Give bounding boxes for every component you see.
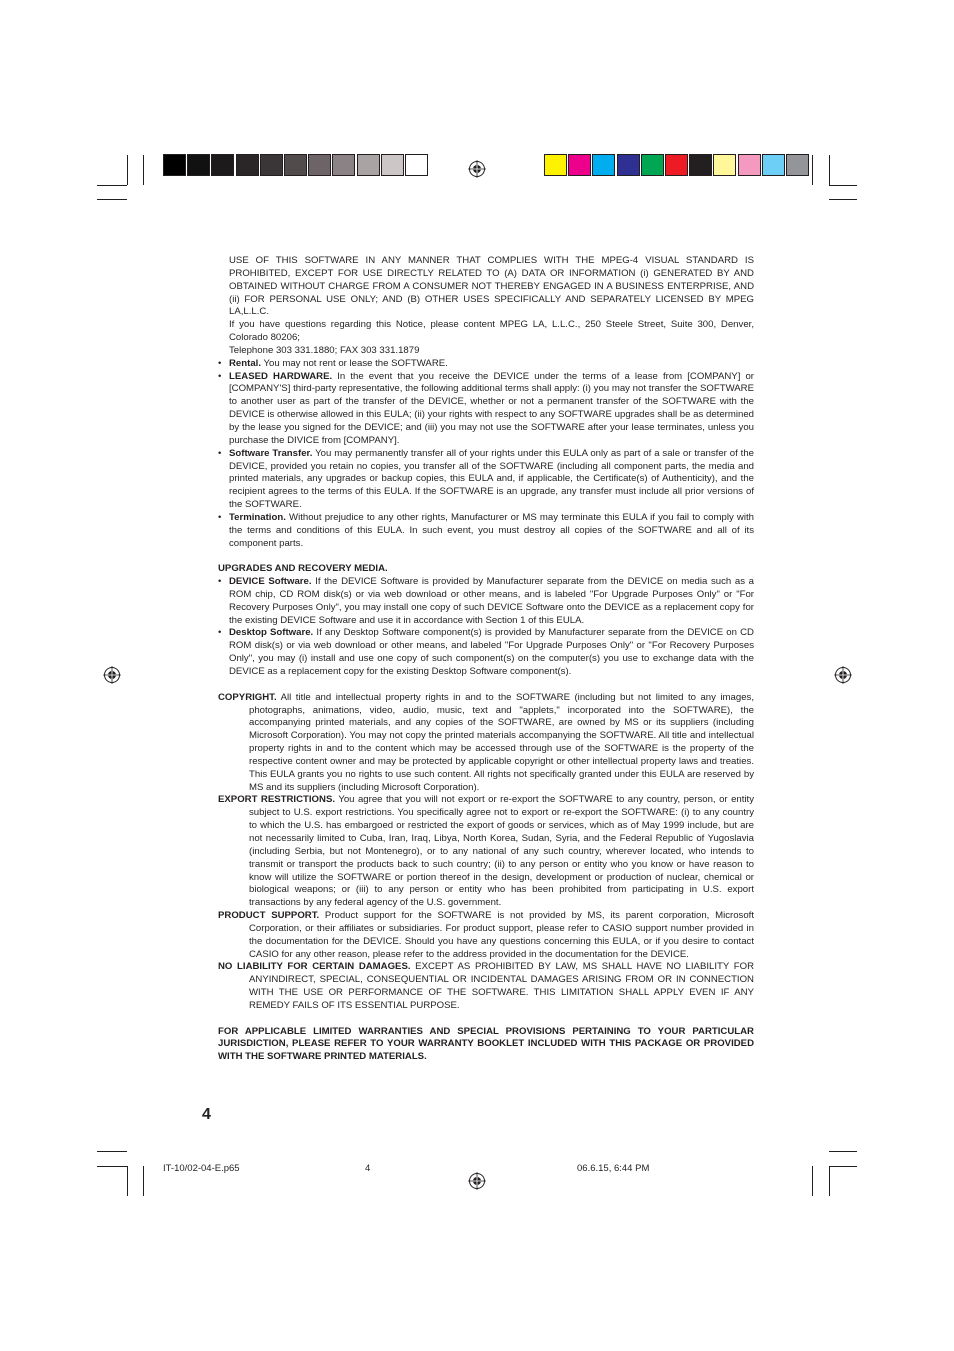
footer-page: 4 bbox=[365, 1163, 371, 1174]
termination-clause bbox=[218, 512, 754, 551]
gray-swatch bbox=[405, 154, 428, 176]
gray-swatch bbox=[187, 154, 210, 176]
gray-swatch bbox=[284, 154, 307, 176]
color-swatch bbox=[665, 154, 688, 176]
desktop-software-clause bbox=[218, 627, 754, 678]
export-heading: EXPORT RESTRICTIONS. bbox=[218, 794, 336, 806]
color-swatch bbox=[786, 154, 809, 176]
leased-hardware-clause bbox=[218, 371, 754, 448]
software-transfer-clause bbox=[218, 448, 754, 512]
color-swatch bbox=[592, 154, 615, 176]
gray-swatch bbox=[260, 154, 283, 176]
rental-text: You may not rent or lease the SOFTWARE. bbox=[261, 357, 448, 369]
registration-mark-top-icon bbox=[468, 160, 486, 178]
device-heading: DEVICE Software. bbox=[229, 576, 312, 588]
device-text: If the DEVICE Software is provided by Manufacturer separate from the DEVICE on media such as a ROM chip, CD ROM disk(s) or via web download or other means, and is labeled "For Upgrade Purposes Only" or "For Recovery Purposes Only", you may install one copy of such DEVICE Software onto the DEVICE as a replacement copy for the existing DEVICE Software and use it in accordance with Section 1 of this EULA. bbox=[229, 576, 754, 626]
upgrades-heading-text: UPGRADES AND RECOVERY MEDIA. bbox=[218, 563, 388, 575]
support-heading: PRODUCT SUPPORT. bbox=[218, 910, 320, 922]
export-clause bbox=[218, 794, 754, 910]
color-swatch bbox=[738, 154, 761, 176]
transfer-text: You may permanently transfer all of your rights under this EULA only as part of a sale or transfer of the DEVICE, provided you retain no copies, you transfer all of the SOFTWARE (including all component parts, the media and printed materials, any upgrades or backup copies, this EULA and, if applicable, the Certificate(s) of Authenticity), and the recipient agrees to the terms of this EULA. If the SOFTWARE is an upgrade, any transfer must include all prior versions of the SOFTWARE. bbox=[229, 447, 754, 511]
copyright-text: All title and intellectual property rights in and to the SOFTWARE (including but not limited to any images, photographs, animations, video, audio, music, text and "applets," incorporated into the SOFTWARE), the accompanying printed materials, and any copies of the SOFTWARE, are owned by MS or its suppliers (including Microsoft Corporation). You may not copy the printed materials accompanying the SOFTWARE. All title and intellectual property rights in and to the content which may be accessed through use of the SOFTWARE is the property of the respective content owner and may be protected by applicable copyright or other intellectual property laws and treaties. This EULA grants you no rights to use such content. All rights not specifically granted under this EULA are reserved by MS and its suppliers (including Microsoft Corporation). bbox=[249, 691, 754, 793]
color-swatch bbox=[713, 154, 736, 176]
export-text: You agree that you will not export or re-export the SOFTWARE to any country, person, or entity subject to U.S. export restrictions. You specifically agree not to export or re-export the SOFTWARE: (i) to any country to which the U.S. has embargoed or restricted the export of goods or services, which as of May 1999 include, but are not necessarily limited to Cuba, Iran, Iraq, Libya, North Korea, Sudan, Syria, and the Federal Republic of Yugoslavia (including Serbia, but not Montenegro), or to any national of any such country, wherever located, who intends to transmit or transport the products back to such country; (ii) to any person or entity who you know or have reason to know will utilize the SOFTWARE or portion thereof in the design, development or production of nuclear, chemical or biological weapons; or (iii) to any person or entity who has been prohibited from participating in U.S. export transactions by any federal agency of the U.S. government. bbox=[249, 794, 755, 909]
color-swatch bbox=[762, 154, 785, 176]
footer-filename: IT-10/02-04-E.p65 bbox=[163, 1163, 240, 1174]
support-text: Product support for the SOFTWARE is not provided by MS, its parent corporation, Microsoft Corporation, or their affiliates or subsidiaries. For product support, please refer to CASIO support number provided in the documentation for the DEVICE. Should you have any questions concerning this EULA, or if you desire to contact CASIO for any other reason, please refer to the address provided in the documentation for the DEVICE. bbox=[249, 910, 754, 960]
transfer-heading: Software Transfer. bbox=[229, 447, 313, 459]
rental-heading: Rental. bbox=[229, 357, 261, 369]
support-clause bbox=[218, 910, 754, 961]
gray-swatch bbox=[381, 154, 404, 176]
warranty-notice bbox=[218, 1026, 754, 1065]
registration-mark-left-icon bbox=[103, 666, 121, 684]
mpeg4-notice: USE OF THIS SOFTWARE IN ANY MANNER THAT COMPLIES WITH THE MPEG-4 VISUAL STANDARD IS PROHIBITED, EXCEPT FOR USE DIRECTLY RELATED TO (A) DATA OR INFORMATION (i) GENERATED BY AND OBTAINED WITHOUT CHARGE FROM A CONSUMER NOT THEREBY ENGAGED IN A BUSINESS ENTERPRISE, AND (ii) FOR PERSONAL USE ONLY; AND (B) OTHER USES SPECIFICALLY AND SEPARATELY LICENSED BY MPEG LA,L.L.C. bbox=[229, 255, 754, 318]
gray-swatch bbox=[163, 154, 186, 176]
liability-clause bbox=[218, 961, 754, 1012]
process-color-bar bbox=[544, 154, 810, 176]
copyright-clause bbox=[218, 692, 754, 795]
footer-datetime: 06.6.15, 6:44 PM bbox=[577, 1163, 650, 1174]
mpeg-contact: If you have questions regarding this Notice, please content MPEG LA, L.L.C., 250 Steele Street, Suite 300, Denver, Colorado 80206; bbox=[229, 319, 754, 344]
eula-body bbox=[218, 255, 754, 1064]
color-swatch bbox=[641, 154, 664, 176]
leased-heading: LEASED HARDWARE. bbox=[229, 370, 333, 382]
termination-heading: Termination. bbox=[229, 511, 286, 523]
page-number: 4 bbox=[202, 1106, 211, 1123]
color-swatch bbox=[689, 154, 712, 176]
gray-swatch bbox=[236, 154, 259, 176]
mpeg-telephone: Telephone 303 331.1880; FAX 303 331.1879 bbox=[229, 344, 420, 356]
liability-text: EXCEPT AS PROHIBITED BY LAW, MS SHALL HAVE NO LIABILITY FOR ANYINDIRECT, SPECIAL, CONSEQUENTIAL OR INCIDENTAL DAMAGES ARISING FROM OR IN CONNECTION WITH THE USE OR PERFORMANCE OF THE SOFTWARE. THIS LIMITATION SHALL APPLY EVEN IF ANY REMEDY FAILS OF ITS ESSENTIAL PURPOSE. bbox=[249, 961, 755, 1011]
color-swatch bbox=[544, 154, 567, 176]
termination-text: Without prejudice to any other rights, Manufacturer or MS may terminate this EULA if you fail to comply with the terms and conditions of this EULA. In such event, you must destroy all copies of the SOFTWARE and all of its component parts. bbox=[229, 511, 754, 549]
gray-swatch bbox=[357, 154, 380, 176]
copyright-heading: COPYRIGHT. bbox=[218, 691, 277, 703]
warranty-text: FOR APPLICABLE LIMITED WARRANTIES AND SPECIAL PROVISIONS PERTAINING TO YOUR PARTICULAR JURISDICTION, PLEASE REFER TO YOUR WARRANTY BOOKLET INCLUDED WITH THIS PACKAGE OR PROVIDED WITH THE SOFTWARE PRINTED MATERIALS. bbox=[218, 1025, 754, 1063]
rental-clause bbox=[218, 358, 754, 371]
gray-swatch bbox=[332, 154, 355, 176]
device-software-clause bbox=[218, 576, 754, 627]
upgrades-heading bbox=[218, 563, 754, 576]
desktop-text: If any Desktop Software component(s) is provided by Manufacturer separate from the DEVICE on CD ROM disk(s) or via web download or other means, and labeled "For Upgrade Purposes Only" or "For Recovery Purposes Only", you may (i) install and use one copy of such component(s) on the computer(s) you use to exchange data with the DEVICE as a replacement copy for the existing Desktop Software component(s). bbox=[229, 627, 754, 677]
color-swatch bbox=[617, 154, 640, 176]
grayscale-color-bar bbox=[163, 154, 429, 176]
liability-heading: NO LIABILITY FOR CERTAIN DAMAGES. bbox=[218, 961, 411, 973]
gray-swatch bbox=[211, 154, 234, 176]
registration-mark-bottom-icon bbox=[468, 1172, 486, 1190]
desktop-heading: Desktop Software. bbox=[229, 627, 314, 639]
gray-swatch bbox=[308, 154, 331, 176]
leased-text: In the event that you receive the DEVICE under the terms of a lease from [COMPANY] or [COMPANY'S] third-party representative, the following additional terms shall apply: (i) you may not transfer the SOFTWARE to another user as part of the transfer of the DEVICE, whether or not a permanent transfer of the SOFTWARE with the DEVICE is otherwise allowed in this EULA; (ii) your rights with respect to any SOFTWARE upgrades shall be as determined by the lease you signed for the DEVICE; and (iii) you may not use the SOFTWARE after your lease terminates, unless you purchase the DIVICE from [COMPANY]. bbox=[229, 370, 754, 446]
registration-mark-right-icon bbox=[834, 666, 852, 684]
color-swatch bbox=[568, 154, 591, 176]
